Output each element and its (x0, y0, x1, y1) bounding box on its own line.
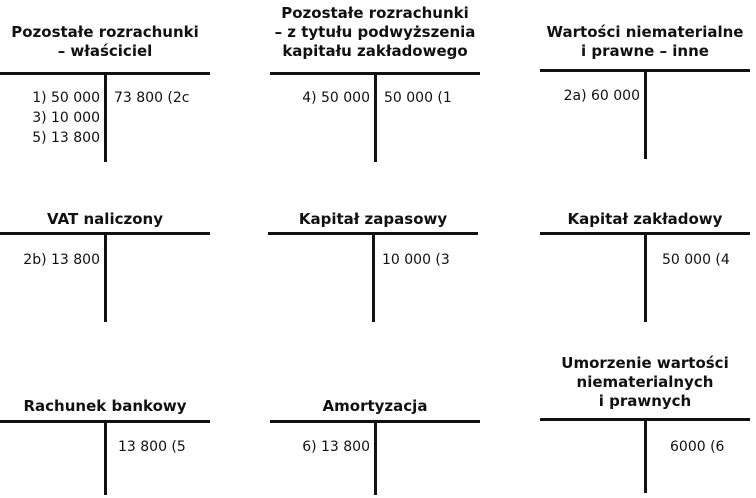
t-account-vertical-line (644, 418, 647, 493)
account-title: Pozostałe rozrachunki – z tytułu podwyższenia kapitału zakładowego (274, 4, 476, 60)
t-account-vertical-line (372, 232, 375, 322)
t-account-vertical-line (104, 72, 107, 162)
debit-entry: 1) 50 000 (32, 90, 100, 106)
debit-entry: 5) 13 800 (32, 130, 100, 146)
credit-entry: 6000 (6 (670, 439, 725, 455)
credit-entry: 73 800 (2c (114, 90, 190, 106)
t-account-vertical-line (374, 72, 377, 162)
credit-entry: 50 000 (4 (662, 252, 730, 268)
credit-entries (662, 250, 730, 270)
account-title: Umorzenie wartości niematerialnych i prawnych (561, 354, 729, 410)
account-title: Amortyzacja (322, 397, 428, 415)
debit-entries (302, 88, 370, 108)
credit-entry: 10 000 (3 (382, 252, 450, 268)
credit-entry: 50 000 (1 (384, 90, 452, 106)
t-account-vertical-line (104, 232, 107, 322)
debit-entry: 2a) 60 000 (563, 88, 640, 104)
debit-entry: 4) 50 000 (302, 90, 370, 106)
credit-entries (118, 437, 186, 457)
account-title: Pozostałe rozrachunki – właściciel (11, 23, 199, 60)
credit-entries (670, 437, 724, 457)
debit-entry: 2b) 13 800 (23, 252, 100, 268)
account-title: Wartości niematerialne i prawne – inne (546, 23, 744, 60)
debit-entry: 6) 13 800 (302, 439, 370, 455)
debit-entries (564, 86, 640, 106)
debit-entries (302, 437, 370, 457)
account-title: VAT naliczony (47, 210, 163, 228)
t-account-vertical-line (374, 420, 377, 495)
account-title: Kapitał zapasowy (298, 210, 448, 228)
account-title: Rachunek bankowy (23, 397, 187, 415)
debit-entry: 3) 10 000 (32, 110, 100, 126)
credit-entries (384, 88, 452, 108)
debit-entries (32, 88, 100, 148)
t-account-vertical-line (104, 420, 107, 495)
account-title: Kapitał zakładowy (567, 210, 723, 228)
credit-entries (114, 88, 190, 108)
t-account-vertical-line (644, 69, 647, 159)
credit-entry: 13 800 (5 (118, 439, 186, 455)
credit-entries (382, 250, 450, 270)
debit-entries (23, 250, 100, 270)
t-account-vertical-line (644, 232, 647, 322)
